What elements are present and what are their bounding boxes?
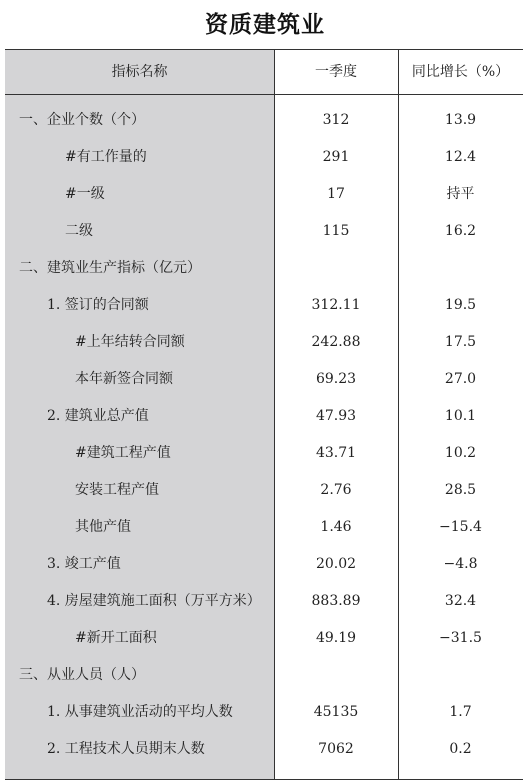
table-row	[5, 620, 523, 657]
growth-value: −4.8	[443, 556, 478, 572]
q1-value: 17	[327, 186, 345, 202]
table-row	[5, 435, 523, 472]
indicator-name: 4. 房屋建筑施工面积（万平方米）	[47, 593, 261, 609]
table-row	[5, 176, 523, 213]
q1-value: 291	[322, 149, 350, 165]
growth-value: 10.2	[444, 445, 477, 461]
indicator-name: 二、建筑业生产指标（亿元）	[19, 260, 201, 276]
q1-value: 312	[322, 112, 350, 128]
q1-value: 312.11	[311, 297, 361, 313]
q1-value: 47.93	[315, 408, 357, 424]
table-row	[5, 287, 523, 324]
growth-value: 持平	[446, 186, 475, 202]
growth-value	[398, 250, 523, 287]
table-row	[5, 213, 523, 250]
growth-value: 27.0	[444, 371, 477, 387]
growth-value: 13.9	[444, 112, 477, 128]
q1-value: 115	[322, 223, 350, 239]
growth-value: 16.2	[444, 223, 477, 239]
table-row	[5, 694, 523, 731]
table-row	[5, 657, 523, 694]
table-row	[5, 509, 523, 546]
q1-value: 883.89	[311, 593, 361, 609]
q1-value: 45135	[313, 704, 359, 720]
indicator-name: 1. 从事建筑业活动的平均人数	[47, 704, 233, 720]
header-q1: 一季度	[315, 64, 357, 80]
growth-value: 10.1	[444, 408, 477, 424]
indicator-name: #有工作量的	[65, 149, 147, 165]
growth-value	[398, 657, 523, 694]
table-row	[5, 139, 523, 176]
q1-value: 69.23	[315, 371, 357, 387]
table-row	[5, 583, 523, 620]
q1-value: 49.19	[315, 630, 357, 646]
indicator-name: 安装工程产值	[75, 482, 159, 498]
q1-value	[274, 657, 398, 694]
indicator-name: #新开工面积	[75, 630, 157, 646]
growth-value: 28.5	[444, 482, 477, 498]
q1-value: 43.71	[315, 445, 357, 461]
table-row	[5, 102, 523, 139]
indicator-name: 1. 签订的合同额	[47, 297, 149, 313]
q1-value: 242.88	[311, 334, 361, 350]
table-row	[5, 731, 523, 768]
indicator-name: 2. 工程技术人员期末人数	[47, 741, 205, 757]
q1-value: 7062	[318, 741, 354, 757]
table-row	[5, 398, 523, 435]
growth-value: 12.4	[444, 149, 477, 165]
header-indicator-name: 指标名称	[111, 64, 168, 80]
table-row	[5, 361, 523, 398]
indicator-name: 2. 建筑业总产值	[47, 408, 149, 424]
growth-value: 1.7	[449, 704, 472, 720]
indicator-name: #上年结转合同额	[75, 334, 185, 350]
q1-value: 1.46	[320, 519, 352, 535]
indicator-name: 二级	[65, 223, 93, 239]
indicator-name: 其他产值	[75, 519, 131, 535]
indicator-name: 三、从业人员（人）	[19, 667, 145, 683]
indicator-name: 本年新签合同额	[75, 371, 173, 387]
data-table	[5, 49, 523, 780]
growth-value: 32.4	[444, 593, 477, 609]
growth-value: −15.4	[439, 519, 482, 535]
table-row	[5, 546, 523, 583]
table-row	[5, 472, 523, 509]
page-title: 资质建筑业	[205, 11, 325, 38]
indicator-name: 3. 竣工产值	[47, 556, 121, 572]
growth-value: 0.2	[449, 741, 472, 757]
table-row	[5, 250, 523, 287]
growth-value: 19.5	[444, 297, 477, 313]
indicator-name: #一级	[65, 186, 105, 202]
indicator-name: 一、企业个数（个）	[19, 112, 145, 128]
table-row	[5, 324, 523, 361]
header-growth: 同比增长（%）	[411, 64, 510, 80]
indicator-name: #建筑工程产值	[75, 445, 171, 461]
q1-value	[274, 250, 398, 287]
growth-value: −31.5	[439, 630, 482, 646]
q1-value: 20.02	[315, 556, 357, 572]
table-header	[5, 50, 523, 95]
growth-value: 17.5	[444, 334, 477, 350]
q1-value: 2.76	[320, 482, 352, 498]
